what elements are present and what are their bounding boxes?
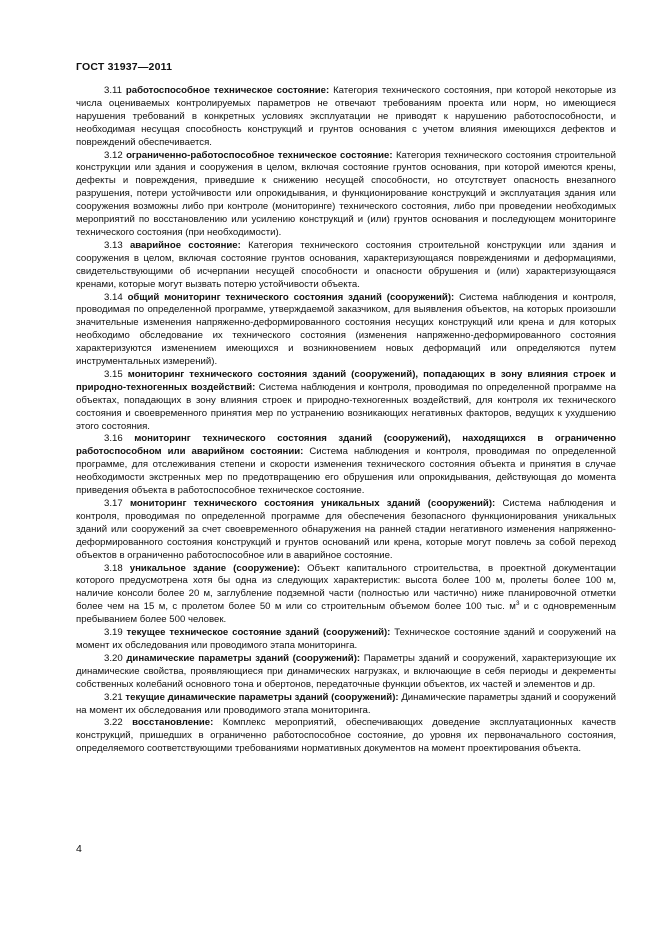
- clause-term: текущие динамические параметры зданий (сооружений):: [125, 691, 399, 703]
- clause-number: 3.22: [104, 717, 123, 729]
- clause-number: 3.20: [104, 652, 123, 664]
- clause-3-13: [76, 240, 616, 292]
- page-number: 4: [76, 843, 82, 855]
- clause-3-17: [76, 498, 616, 563]
- clause-number: 3.12: [104, 149, 123, 161]
- clause-term: аварийное состояние:: [129, 239, 241, 251]
- clause-number: 3.19: [104, 627, 123, 639]
- clause-number: 3.15: [104, 368, 123, 380]
- document-header: ГОСТ 31937—2011: [76, 61, 173, 73]
- clause-term: уникальное здание (сооружение):: [129, 562, 301, 574]
- clause-term: общий мониторинг технического состояния зданий (сооружений):: [127, 291, 455, 303]
- clause-term: мониторинг технического состояния зданий (сооружений), находящихся в ограниченно работоспособном или аварийном состоянии:: [76, 433, 616, 458]
- clause-text: Система наблюдения и контроля, проводимая по определенной программе на объектах, попадающих в зону влияния строек и природно-техногенных воздействий, для контроля их технического состояния и своевременного принятия мер по устранению возникающих негативных факторов, ведущих к ухудшению этого состояния.: [76, 381, 617, 432]
- clause-number: 3.17: [104, 498, 123, 509]
- clause-3-12: [76, 150, 616, 240]
- clause-number: 3.13: [104, 239, 123, 251]
- clause-number: 3.14: [104, 291, 123, 303]
- clause-3-16: [76, 433, 616, 498]
- clause-text: Техническое состояние зданий и сооружений на момент их обследования или проводимого этапа мониторинга.: [76, 627, 616, 651]
- clause-text-after: и с одновременным пребыванием более 500 человек.: [76, 601, 617, 626]
- clause-text: Категория технического состояния строительной конструкции или здания и сооружения в целом, включая состояние грунтов основания, характеризующаяся повреждениями и деформациями, свидетельствующими об исчерпании несущей способности и опасности обрушения и (или) характеризующаяся кренами, которые могут вызвать потерю устойчивости объекта.: [76, 239, 616, 290]
- clause-term: текущее техническое состояние зданий (сооружений):: [126, 627, 391, 639]
- clause-number: 3.11: [104, 85, 122, 96]
- clause-text: Объект капитального строительства, в проектной документации которого предусмотрена хотя бы одна из следующих характеристик: высота более 100 м, пролеты более 100 м, наличие консоли более 20 м, заглубление подземной части (полностью или частично) ниже планировочной отметки более чем на 15 м, с пролетом более 50 м или со строительным объемом более 100 тыс. м: [76, 562, 616, 613]
- clause-term: ограниченно-работоспособное техническое состояние:: [126, 149, 393, 161]
- clause-text: Комплекс мероприятий, обеспечивающих доведение эксплуатационных качеств конструкций, пришедших в ограниченно работоспособное состояние, до уровня их первоначального состояния, определяемого соответствующими требованиями нормативных документов на момент проектирования объекта.: [76, 717, 617, 755]
- clause-number: 3.18: [104, 562, 123, 574]
- clause-3-18: [76, 563, 616, 628]
- clause-term: работоспособное техническое состояние:: [125, 85, 330, 96]
- clause-term: динамические параметры зданий (сооружений):: [126, 652, 361, 664]
- clause-text: Система наблюдения и контроля, проводимая по определенной программе, для отслеживания степени и скорости изменения технического состояния объекта и принятия в случае необходимости экстренных мер по предотвращению его обрушения или опрокидывания, действующая до момента приведения объекта в работоспособное техническое состояние.: [76, 446, 616, 497]
- document-body: [76, 85, 616, 756]
- clause-text: Динамические параметры зданий и сооружений на момент их обследования или проводимого этапа мониторинга.: [76, 691, 617, 716]
- clause-number: 3.21: [104, 691, 123, 703]
- clause-3-21: [76, 692, 616, 718]
- clause-3-20: [76, 653, 616, 692]
- clause-3-15: [76, 369, 616, 434]
- superscript-cubic: 3: [515, 600, 520, 608]
- clause-text: Система наблюдения и контроля, проводимая по определенной программе для обеспечения безопасного функционирования уникальных зданий или сооружений за счет своевременного обнаружения на ранней стадии негативного изменения напряженно-деформированного состояния конструкций и грунтов оснований или крена, которые могут повлечь за собой переход объектов в ограниченно работоспособное или в аварийное состояние.: [76, 498, 617, 561]
- clause-text: Категория технического состояния, при которой некоторые из числа оцениваемых контролируемых параметров не отвечают требованиям проекта или норм, но имеющиеся нарушения требований в конкретных условиях эксплуатации не приводят к нарушению работоспособности, и необходимая несущая способность конструкций и грунтов основания с учетом влияния имеющихся дефектов и повреждений обеспечивается.: [76, 85, 616, 148]
- clause-text: Система наблюдения и контроля, проводимая по определенной программе, утверждаемой заказчиком, для выявления объектов, на которых произошли значительные изменения напряженно-деформированного состояния несущих конструкций или крена и для которых необходимо обследование их технического состояния (изменения напряженно-деформированного состояния характеризуются изменением имеющихся и возникновением новых деформаций или определяются путем инструментальных измерений).: [76, 291, 616, 368]
- clause-term: восстановление:: [132, 717, 214, 729]
- clause-text: Параметры зданий и сооружений, характеризующие их динамические свойства, проявляющиеся при динамических нагрузках, и включающие в себя периоды и декременты собственных колебаний основного тона и обертонов, передаточные функции объектов, их частей и элементов и др.: [76, 652, 617, 690]
- clause-3-19: [76, 627, 616, 653]
- clause-3-14: [76, 292, 616, 369]
- clause-term: мониторинг технического состояния уникальных зданий (сооружений):: [129, 498, 496, 509]
- clause-number: 3.16: [104, 433, 123, 445]
- clause-term: мониторинг технического состояния зданий (сооружений), попадающих в зону влияния строек и природно-техногенных воздействий:: [76, 368, 616, 393]
- clause-3-11: [76, 85, 616, 150]
- clause-text: Категория технического состояния строительной конструкции или здания и сооружения в целом, включая состояние грунтов основания, при которой имеются крены, дефекты и повреждения, приведшие к снижению несущей способности, но отсутствует опасность внезапного разрушения, потери устойчивости или опрокидывания, и функционирование конструкций и эксплуатация здания или сооружения возможны либо при контроле (мониторинге) технического состояния, либо при проведении необходимых мероприятий по восстановлению или усилению конструкций и (или) грунтов основания и последующем мониторинге технического состояния (при необходимости).: [76, 149, 616, 238]
- clause-3-22: [76, 717, 616, 756]
